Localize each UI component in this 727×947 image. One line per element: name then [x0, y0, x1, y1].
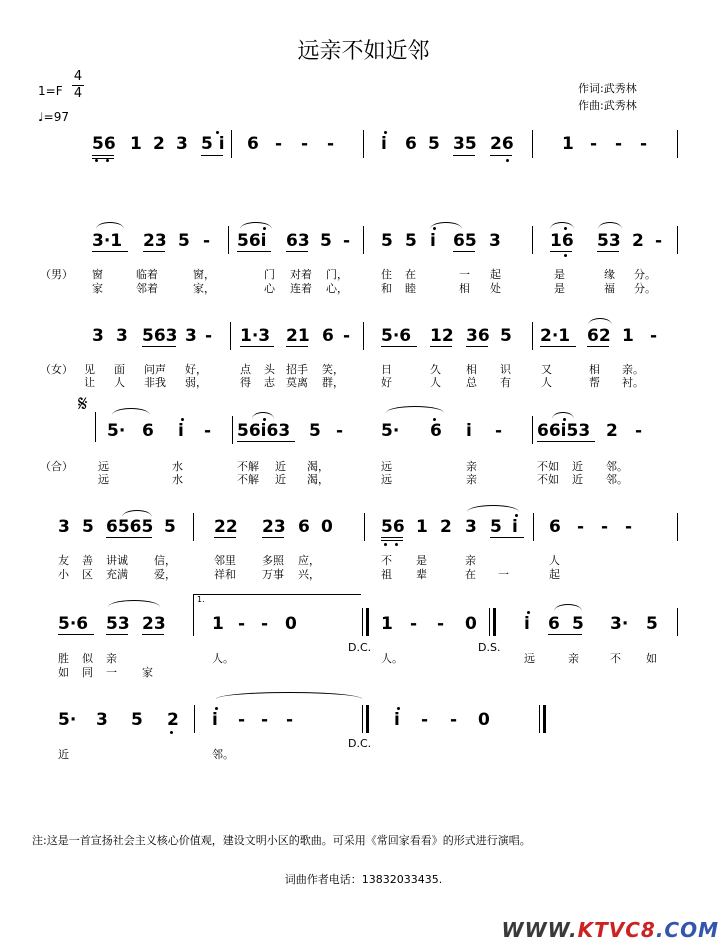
- lyric: 心，: [326, 282, 348, 295]
- lyric: 远: [381, 473, 392, 486]
- note: 23: [142, 614, 166, 634]
- note: -: [495, 421, 503, 441]
- lyric: 有: [500, 376, 511, 389]
- lyric: 帮: [589, 376, 600, 389]
- note: 5: [320, 231, 332, 251]
- note: -: [286, 710, 294, 730]
- note: -: [635, 421, 643, 441]
- note: 3·: [610, 614, 629, 634]
- singer-label: （男）: [40, 268, 73, 281]
- lyric: 临着: [136, 268, 158, 281]
- lyric: 近: [275, 460, 286, 473]
- lyric: 万事: [262, 568, 284, 581]
- watermark-brand: KTVC8: [577, 918, 656, 942]
- note: 65: [453, 231, 477, 251]
- note: 1: [562, 134, 574, 154]
- tempo-marking: [38, 110, 69, 124]
- note: 56: [92, 134, 116, 154]
- note: 0: [478, 710, 490, 730]
- lyric: 水: [172, 473, 183, 486]
- lyric: 不如: [537, 460, 559, 473]
- lyric: 日: [381, 363, 392, 376]
- lyric: 辈: [416, 568, 427, 581]
- note: 6: [247, 134, 259, 154]
- note: -: [275, 134, 283, 154]
- lyric: 水: [172, 460, 183, 473]
- lyric: 面: [114, 363, 125, 376]
- lyric: 如: [58, 666, 69, 679]
- note: 0: [285, 614, 297, 634]
- lyric: 分。: [634, 282, 656, 295]
- note: 5: [405, 231, 417, 251]
- lyric: 胜: [58, 652, 69, 665]
- note: 63: [286, 231, 310, 251]
- note: 53: [106, 614, 130, 634]
- lyric: 充满: [106, 568, 128, 581]
- singer-label: （女）: [40, 363, 73, 376]
- note: -: [261, 710, 269, 730]
- note: 2: [440, 517, 452, 537]
- lyric: 善: [82, 554, 93, 567]
- note: 2: [606, 421, 618, 441]
- note: 56: [381, 517, 405, 537]
- composer-credit: 作曲:武秀林: [578, 99, 637, 112]
- lyric: 相: [459, 282, 470, 295]
- lyric: 住: [381, 268, 392, 281]
- lyric: 志: [264, 376, 275, 389]
- lyric: 近: [275, 473, 286, 486]
- note: 6: [142, 421, 154, 441]
- note: 1: [381, 614, 393, 634]
- lyric: 睦: [405, 282, 416, 295]
- note: -: [261, 614, 269, 634]
- note: 21: [286, 326, 310, 346]
- lyric: 门: [264, 268, 275, 281]
- note: 5: [490, 517, 502, 537]
- lyric: 渴，: [307, 473, 329, 486]
- lyric: 似: [82, 652, 93, 665]
- song-title: 远亲不如近邻: [297, 39, 430, 64]
- note: -: [343, 231, 351, 251]
- note: 22: [214, 517, 238, 537]
- lyric: 识: [500, 363, 511, 376]
- note: 2: [632, 231, 644, 251]
- note: 66i53: [537, 421, 591, 441]
- note: 56i63: [237, 421, 291, 441]
- lyric: 头: [264, 363, 275, 376]
- lyric: 邻。: [606, 473, 628, 486]
- lyric: 人: [549, 554, 560, 567]
- lyric: 亲: [466, 460, 477, 473]
- note: 5·: [107, 421, 126, 441]
- note: 35: [453, 134, 477, 154]
- dc-mark: D.C.: [348, 737, 372, 750]
- note: 6: [405, 134, 417, 154]
- watermark-suffix: .COM: [655, 918, 719, 942]
- note: -: [343, 326, 351, 346]
- lyric: 得: [240, 376, 251, 389]
- note: -: [336, 421, 344, 441]
- lyric: 起: [549, 568, 560, 581]
- lyric: 人。: [212, 652, 234, 665]
- dc-mark: D.C.: [348, 641, 372, 654]
- lyric: 邻。: [606, 460, 628, 473]
- lyric: 讲诚: [106, 554, 128, 567]
- note: 2: [153, 134, 165, 154]
- lyric: 分。: [634, 268, 656, 281]
- lyric: 缘: [604, 268, 615, 281]
- note: -: [410, 614, 418, 634]
- note: 6: [549, 517, 561, 537]
- lyric: 小: [58, 568, 69, 581]
- lyric: 人: [430, 376, 441, 389]
- note: 1: [130, 134, 142, 154]
- note: 6: [548, 614, 560, 634]
- lyric: 人: [114, 376, 125, 389]
- lyric: 祥和: [214, 568, 236, 581]
- note: 23: [262, 517, 286, 537]
- note: 5: [178, 231, 190, 251]
- lyric: 人。: [381, 652, 403, 665]
- note: 3: [116, 326, 128, 346]
- note: 1·3: [240, 326, 271, 346]
- note: 23: [143, 231, 167, 251]
- contact-info: 词曲作者电话：13832033435.: [284, 873, 443, 886]
- lyric: 总: [466, 376, 477, 389]
- lyric: 是: [416, 554, 427, 567]
- note: 3: [96, 710, 108, 730]
- lyric: 近: [572, 460, 583, 473]
- time-sig-top: 4: [73, 69, 83, 84]
- segno-icon: 𝄋: [78, 392, 88, 417]
- lyric: 近: [572, 473, 583, 486]
- note: -: [301, 134, 309, 154]
- lyric: 不: [381, 554, 392, 567]
- note: 53: [597, 231, 621, 251]
- note: -: [421, 710, 429, 730]
- lyric: 亲: [106, 652, 117, 665]
- lyric: 家，: [193, 282, 215, 295]
- note: 5·6: [58, 614, 89, 634]
- watermark: [502, 918, 719, 942]
- lyric: 笑，: [322, 363, 344, 376]
- lyric: 招手: [286, 363, 308, 376]
- lyric: 久: [430, 363, 441, 376]
- lyric: 和: [381, 282, 392, 295]
- lyric: 弱，: [185, 376, 207, 389]
- note: 3: [489, 231, 501, 251]
- lyric: 友: [58, 554, 69, 567]
- lyric: 应，: [298, 554, 320, 567]
- note: 26: [490, 134, 514, 154]
- note: 3: [58, 517, 70, 537]
- note: 6: [322, 326, 334, 346]
- note: 5: [82, 517, 94, 537]
- lyric: 不如: [537, 473, 559, 486]
- note: 5: [572, 614, 584, 634]
- lyric: 一: [459, 268, 470, 281]
- note: 3: [92, 326, 104, 346]
- quarter-note-icon: ♩: [38, 110, 44, 124]
- note: i: [430, 231, 436, 251]
- singer-label: （合）: [40, 460, 73, 473]
- note: 563: [142, 326, 178, 346]
- lyric: 群，: [322, 376, 344, 389]
- lyric: 亲: [465, 554, 476, 567]
- lyric: 好，: [185, 363, 207, 376]
- lyric: 亲: [466, 473, 477, 486]
- note: 16: [550, 231, 574, 251]
- lyric: 渴，: [307, 460, 329, 473]
- note: 5·: [58, 710, 77, 730]
- key-signature: 1=F: [38, 84, 63, 98]
- lyric: 让: [84, 376, 95, 389]
- lyric: 一: [106, 666, 117, 679]
- note: -: [615, 134, 623, 154]
- lyric: 问声: [144, 363, 166, 376]
- lyric: 一: [498, 568, 509, 581]
- note: -: [625, 517, 633, 537]
- note: -: [203, 231, 211, 251]
- lyric: 门，: [326, 268, 348, 281]
- note: -: [650, 326, 658, 346]
- note: 5: [428, 134, 440, 154]
- note: i: [394, 710, 400, 730]
- lyric: 在: [465, 568, 476, 581]
- lyric: 祖: [381, 568, 392, 581]
- note: i: [512, 517, 518, 537]
- note: 62: [587, 326, 611, 346]
- lyric: 是: [554, 282, 565, 295]
- note: i: [178, 421, 184, 441]
- lyric: 远: [381, 460, 392, 473]
- ds-mark: D.S.: [478, 641, 501, 654]
- lyric: 区: [82, 568, 93, 581]
- note: i: [524, 614, 530, 634]
- lyric: 衬。: [622, 376, 644, 389]
- note: -: [601, 517, 609, 537]
- note: 5: [646, 614, 658, 634]
- lyric: 邻着: [136, 282, 158, 295]
- lyric: 远: [524, 652, 535, 665]
- lyric: 点: [240, 363, 251, 376]
- lyric: 连着: [290, 282, 312, 295]
- lyric: 信，: [154, 554, 176, 567]
- lyric: 起: [490, 268, 501, 281]
- footnote: 注:这是一首宣扬社会主义核心价值观，建设文明小区的歌曲。可采用《常回家看看》的形式进行演唱。: [32, 834, 531, 847]
- note: 5: [131, 710, 143, 730]
- note: -: [590, 134, 598, 154]
- note: 6: [298, 517, 310, 537]
- lyric: 亲: [568, 652, 579, 665]
- lyric: 远: [98, 473, 109, 486]
- lyric: 相: [466, 363, 477, 376]
- note: 1: [212, 614, 224, 634]
- note: 5: [381, 231, 393, 251]
- note: 5: [309, 421, 321, 441]
- note: 5·: [381, 421, 400, 441]
- lyric: 处: [490, 282, 501, 295]
- note: 6: [430, 421, 442, 441]
- note: 5 i: [201, 134, 225, 154]
- note: 3: [465, 517, 477, 537]
- note: 0: [321, 517, 333, 537]
- lyric: 多照: [262, 554, 284, 567]
- note: 5·6: [381, 326, 412, 346]
- note: 6565: [106, 517, 154, 537]
- time-sig-bottom: 4: [73, 86, 83, 101]
- lyric: 邻。: [212, 748, 234, 761]
- note: 2·1: [540, 326, 571, 346]
- lyric: 远: [98, 460, 109, 473]
- lyric: 家: [92, 282, 103, 295]
- tempo-value: =97: [43, 110, 69, 124]
- note: 3·1: [92, 231, 123, 251]
- note: 56i: [237, 231, 267, 251]
- time-signature: [72, 70, 84, 101]
- note: -: [437, 614, 445, 634]
- watermark-prefix: WWW.: [501, 918, 578, 942]
- lyric: 窗，: [193, 268, 215, 281]
- lyric: 不解: [237, 473, 259, 486]
- note: 12: [430, 326, 454, 346]
- note: i: [381, 134, 387, 154]
- lyric: 家: [142, 666, 153, 679]
- note: -: [450, 710, 458, 730]
- note: -: [204, 421, 212, 441]
- lyric: 又: [541, 363, 552, 376]
- note: 1: [622, 326, 634, 346]
- lyric: 见: [84, 363, 95, 376]
- lyric: 人: [541, 376, 552, 389]
- note: -: [238, 614, 246, 634]
- lyric: 同: [82, 666, 93, 679]
- lyric: 是: [554, 268, 565, 281]
- lyric: 莫离: [286, 376, 308, 389]
- lyric: 非我: [144, 376, 166, 389]
- lyric: 邻里: [214, 554, 236, 567]
- note: i: [466, 421, 472, 441]
- note: 3: [176, 134, 188, 154]
- lyric: 相: [589, 363, 600, 376]
- note: -: [577, 517, 585, 537]
- volta-label: 1.: [197, 595, 205, 604]
- note: -: [205, 326, 213, 346]
- note: -: [327, 134, 335, 154]
- lyric: 不解: [237, 460, 259, 473]
- note: -: [238, 710, 246, 730]
- note: 1: [416, 517, 428, 537]
- note: -: [640, 134, 648, 154]
- lyric: 窗: [92, 268, 103, 281]
- lyric: 不: [610, 652, 621, 665]
- note: 0: [465, 614, 477, 634]
- lyric: 福: [604, 282, 615, 295]
- lyric: 在: [405, 268, 416, 281]
- lyric: 兴，: [298, 568, 320, 581]
- note: 5: [500, 326, 512, 346]
- note: -: [655, 231, 663, 251]
- note: 2: [167, 710, 179, 730]
- lyric: 亲。: [622, 363, 644, 376]
- note: 3: [185, 326, 197, 346]
- lyricist-credit: 作词:武秀林: [578, 82, 637, 95]
- lyric: 好: [381, 376, 392, 389]
- lyric: 近: [58, 748, 69, 761]
- lyric: 爱，: [154, 568, 176, 581]
- note: 36: [466, 326, 490, 346]
- lyric: 心: [264, 282, 275, 295]
- lyric: 如: [646, 652, 657, 665]
- note: i: [212, 710, 218, 730]
- lyric: 对着: [290, 268, 312, 281]
- note: 5: [164, 517, 176, 537]
